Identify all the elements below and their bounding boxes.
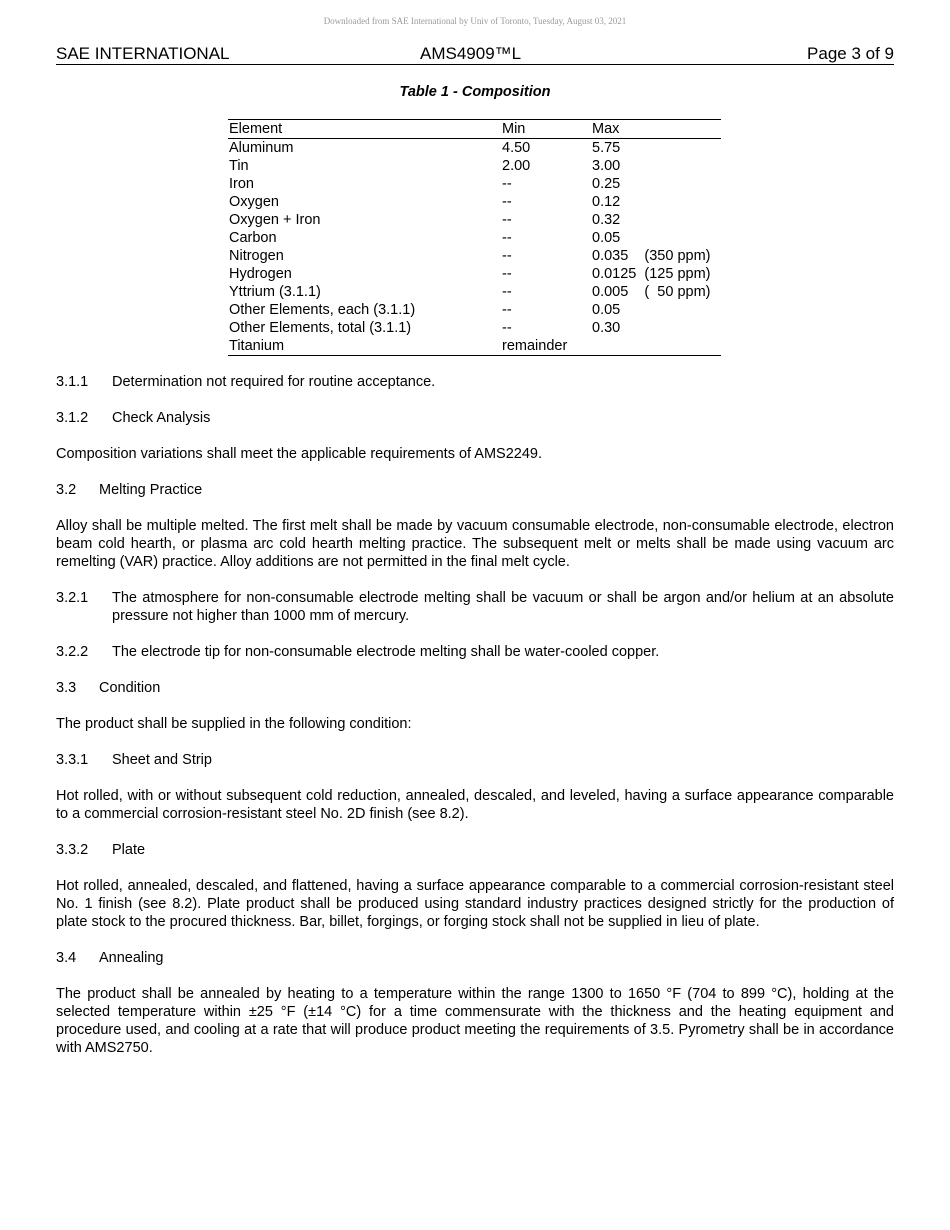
max-cell: 0.005 ( 50 ppm) xyxy=(592,284,711,300)
table-row xyxy=(228,157,721,175)
min-cell: -- xyxy=(502,212,512,228)
section-number: 3.2.1 xyxy=(56,590,89,606)
table-row xyxy=(228,265,721,283)
table-header-row xyxy=(228,120,721,139)
min-cell: 4.50 xyxy=(502,140,531,156)
column-header-element: Element xyxy=(228,120,502,139)
min-cell: -- xyxy=(502,320,512,336)
min-cell: -- xyxy=(502,248,512,264)
min-cell: -- xyxy=(502,230,512,246)
composition-table xyxy=(228,119,721,356)
section-number: 3.1.1 xyxy=(56,374,89,390)
section-number: 3.3.1 xyxy=(56,752,89,768)
column-header-max: Max xyxy=(592,120,721,139)
table-row xyxy=(228,301,721,319)
element-cell: Yttrium (3.1.1) xyxy=(229,284,321,300)
section-3-3-2-heading xyxy=(56,841,894,859)
max-cell: 0.25 xyxy=(592,176,621,192)
section-3-3-2-body: Hot rolled, annealed, descaled, and flattened, having a surface appearance comparable to a commercial corrosion-resistant steel No. 1 finish (see 8.2). Plate product shall be produced using standard industry practices designed strictly for the production of plate stock to the procured thickness. Bar, billet, forgings, or forging stock shall not be supplied in lieu of plate. xyxy=(56,878,894,930)
min-cell: -- xyxy=(502,266,512,282)
min-cell: -- xyxy=(502,176,512,192)
section-title: Plate xyxy=(112,842,146,858)
max-cell: 0.05 xyxy=(592,302,621,318)
section-text: The atmosphere for non-consumable electrode melting shall be vacuum or shall be argon and/or helium at an absolute pressure not higher than 1000 mm of mercury. xyxy=(112,590,894,624)
table-row xyxy=(228,211,721,229)
table-row xyxy=(228,229,721,247)
table-row xyxy=(228,337,721,356)
section-3-2-heading xyxy=(56,481,894,499)
section-3-4-heading xyxy=(56,949,894,967)
section-3-3-1-body: Hot rolled, with or without subsequent cold reduction, annealed, descaled, and leveled, having a surface appearance comparable to a commercial corrosion-resistant steel No. 2D finish (see 8.2). xyxy=(56,788,894,822)
min-cell: remainder xyxy=(502,337,592,356)
section-3-1-2-body: Composition variations shall meet the applicable requirements of AMS2249. xyxy=(56,446,543,462)
element-cell: Oxygen xyxy=(229,194,279,210)
max-cell: 5.75 xyxy=(592,140,621,156)
section-3-3-body: The product shall be supplied in the following condition: xyxy=(56,716,412,732)
table-row xyxy=(228,319,721,337)
column-header-min: Min xyxy=(502,120,592,139)
section-number: 3.3.2 xyxy=(56,842,89,858)
section-3-1-2-heading xyxy=(56,409,894,427)
section-3-2-1 xyxy=(56,589,894,625)
element-cell: Tin xyxy=(229,158,249,174)
max-cell: 0.05 xyxy=(592,230,621,246)
max-cell xyxy=(592,337,721,356)
section-number: 3.4 xyxy=(56,950,77,966)
section-3-2-2 xyxy=(56,643,894,661)
document-body xyxy=(56,373,894,1075)
element-cell: Oxygen + Iron xyxy=(229,212,321,228)
max-cell: 0.0125 (125 ppm) xyxy=(592,266,711,282)
element-cell: Other Elements, each (3.1.1) xyxy=(229,302,416,318)
page-header xyxy=(56,44,894,65)
min-cell: -- xyxy=(502,302,512,318)
header-org: SAE INTERNATIONAL xyxy=(56,44,230,63)
section-title: Condition xyxy=(99,680,161,696)
element-cell: Iron xyxy=(229,176,254,192)
section-text: Determination not required for routine acceptance. xyxy=(112,374,436,390)
section-3-3-heading xyxy=(56,679,894,697)
max-cell: 0.035 (350 ppm) xyxy=(592,248,711,264)
section-number: 3.1.2 xyxy=(56,410,89,426)
element-cell: Aluminum xyxy=(229,140,294,156)
header-doc-id: AMS4909™L xyxy=(420,44,522,63)
min-cell: -- xyxy=(502,194,512,210)
section-title: Melting Practice xyxy=(99,482,203,498)
download-watermark: Downloaded from SAE International by Univ of Toronto, Tuesday, August 03, 2021 xyxy=(323,16,627,26)
header-page-number: Page 3 of 9 xyxy=(807,44,894,63)
max-cell: 0.30 xyxy=(592,320,621,336)
max-cell: 0.32 xyxy=(592,212,621,228)
element-cell: Carbon xyxy=(229,230,277,246)
section-3-2-body: Alloy shall be multiple melted. The first melt shall be made by vacuum consumable electrode, non-consumable electrode, electron beam cold hearth, or plasma arc cold hearth melting practice. The subsequent melt or melts shall be made using vacuum arc remelting (VAR) practice. Alloy additions are not permitted in the final melt cycle. xyxy=(56,518,894,570)
element-cell: Other Elements, total (3.1.1) xyxy=(229,320,412,336)
table-row xyxy=(228,193,721,211)
section-title: Check Analysis xyxy=(112,410,211,426)
section-number: 3.2.2 xyxy=(56,644,89,660)
table-row xyxy=(228,175,721,193)
section-3-4-body: The product shall be annealed by heating to a temperature within the range 1300 to 1650 °F (704 to 899 °C), holding at the selected temperature within ±25 °F (±14 °C) for a time commensurate with the thickness and the heating equipment and procedure used, and cooling at a rate that will produce product meeting the requirements of 3.5. Pyrometry shall be in accordance with AMS2750. xyxy=(56,986,894,1056)
max-cell: 3.00 xyxy=(592,158,621,174)
element-cell: Nitrogen xyxy=(229,248,284,264)
section-title: Annealing xyxy=(99,950,164,966)
section-text: The electrode tip for non-consumable electrode melting shall be water-cooled copper. xyxy=(112,644,660,660)
table-row xyxy=(228,247,721,265)
section-number: 3.2 xyxy=(56,482,77,498)
element-cell: Titanium xyxy=(228,337,502,356)
section-number: 3.3 xyxy=(56,680,77,696)
min-cell: 2.00 xyxy=(502,158,531,174)
table-row xyxy=(228,139,721,158)
element-cell: Hydrogen xyxy=(229,266,292,282)
max-cell: 0.12 xyxy=(592,194,621,210)
min-cell: -- xyxy=(502,284,512,300)
table-title: Table 1 - Composition xyxy=(399,84,551,100)
section-title: Sheet and Strip xyxy=(112,752,212,768)
section-3-3-1-heading xyxy=(56,751,894,769)
table-row xyxy=(228,283,721,301)
section-3-1-1 xyxy=(56,373,894,391)
